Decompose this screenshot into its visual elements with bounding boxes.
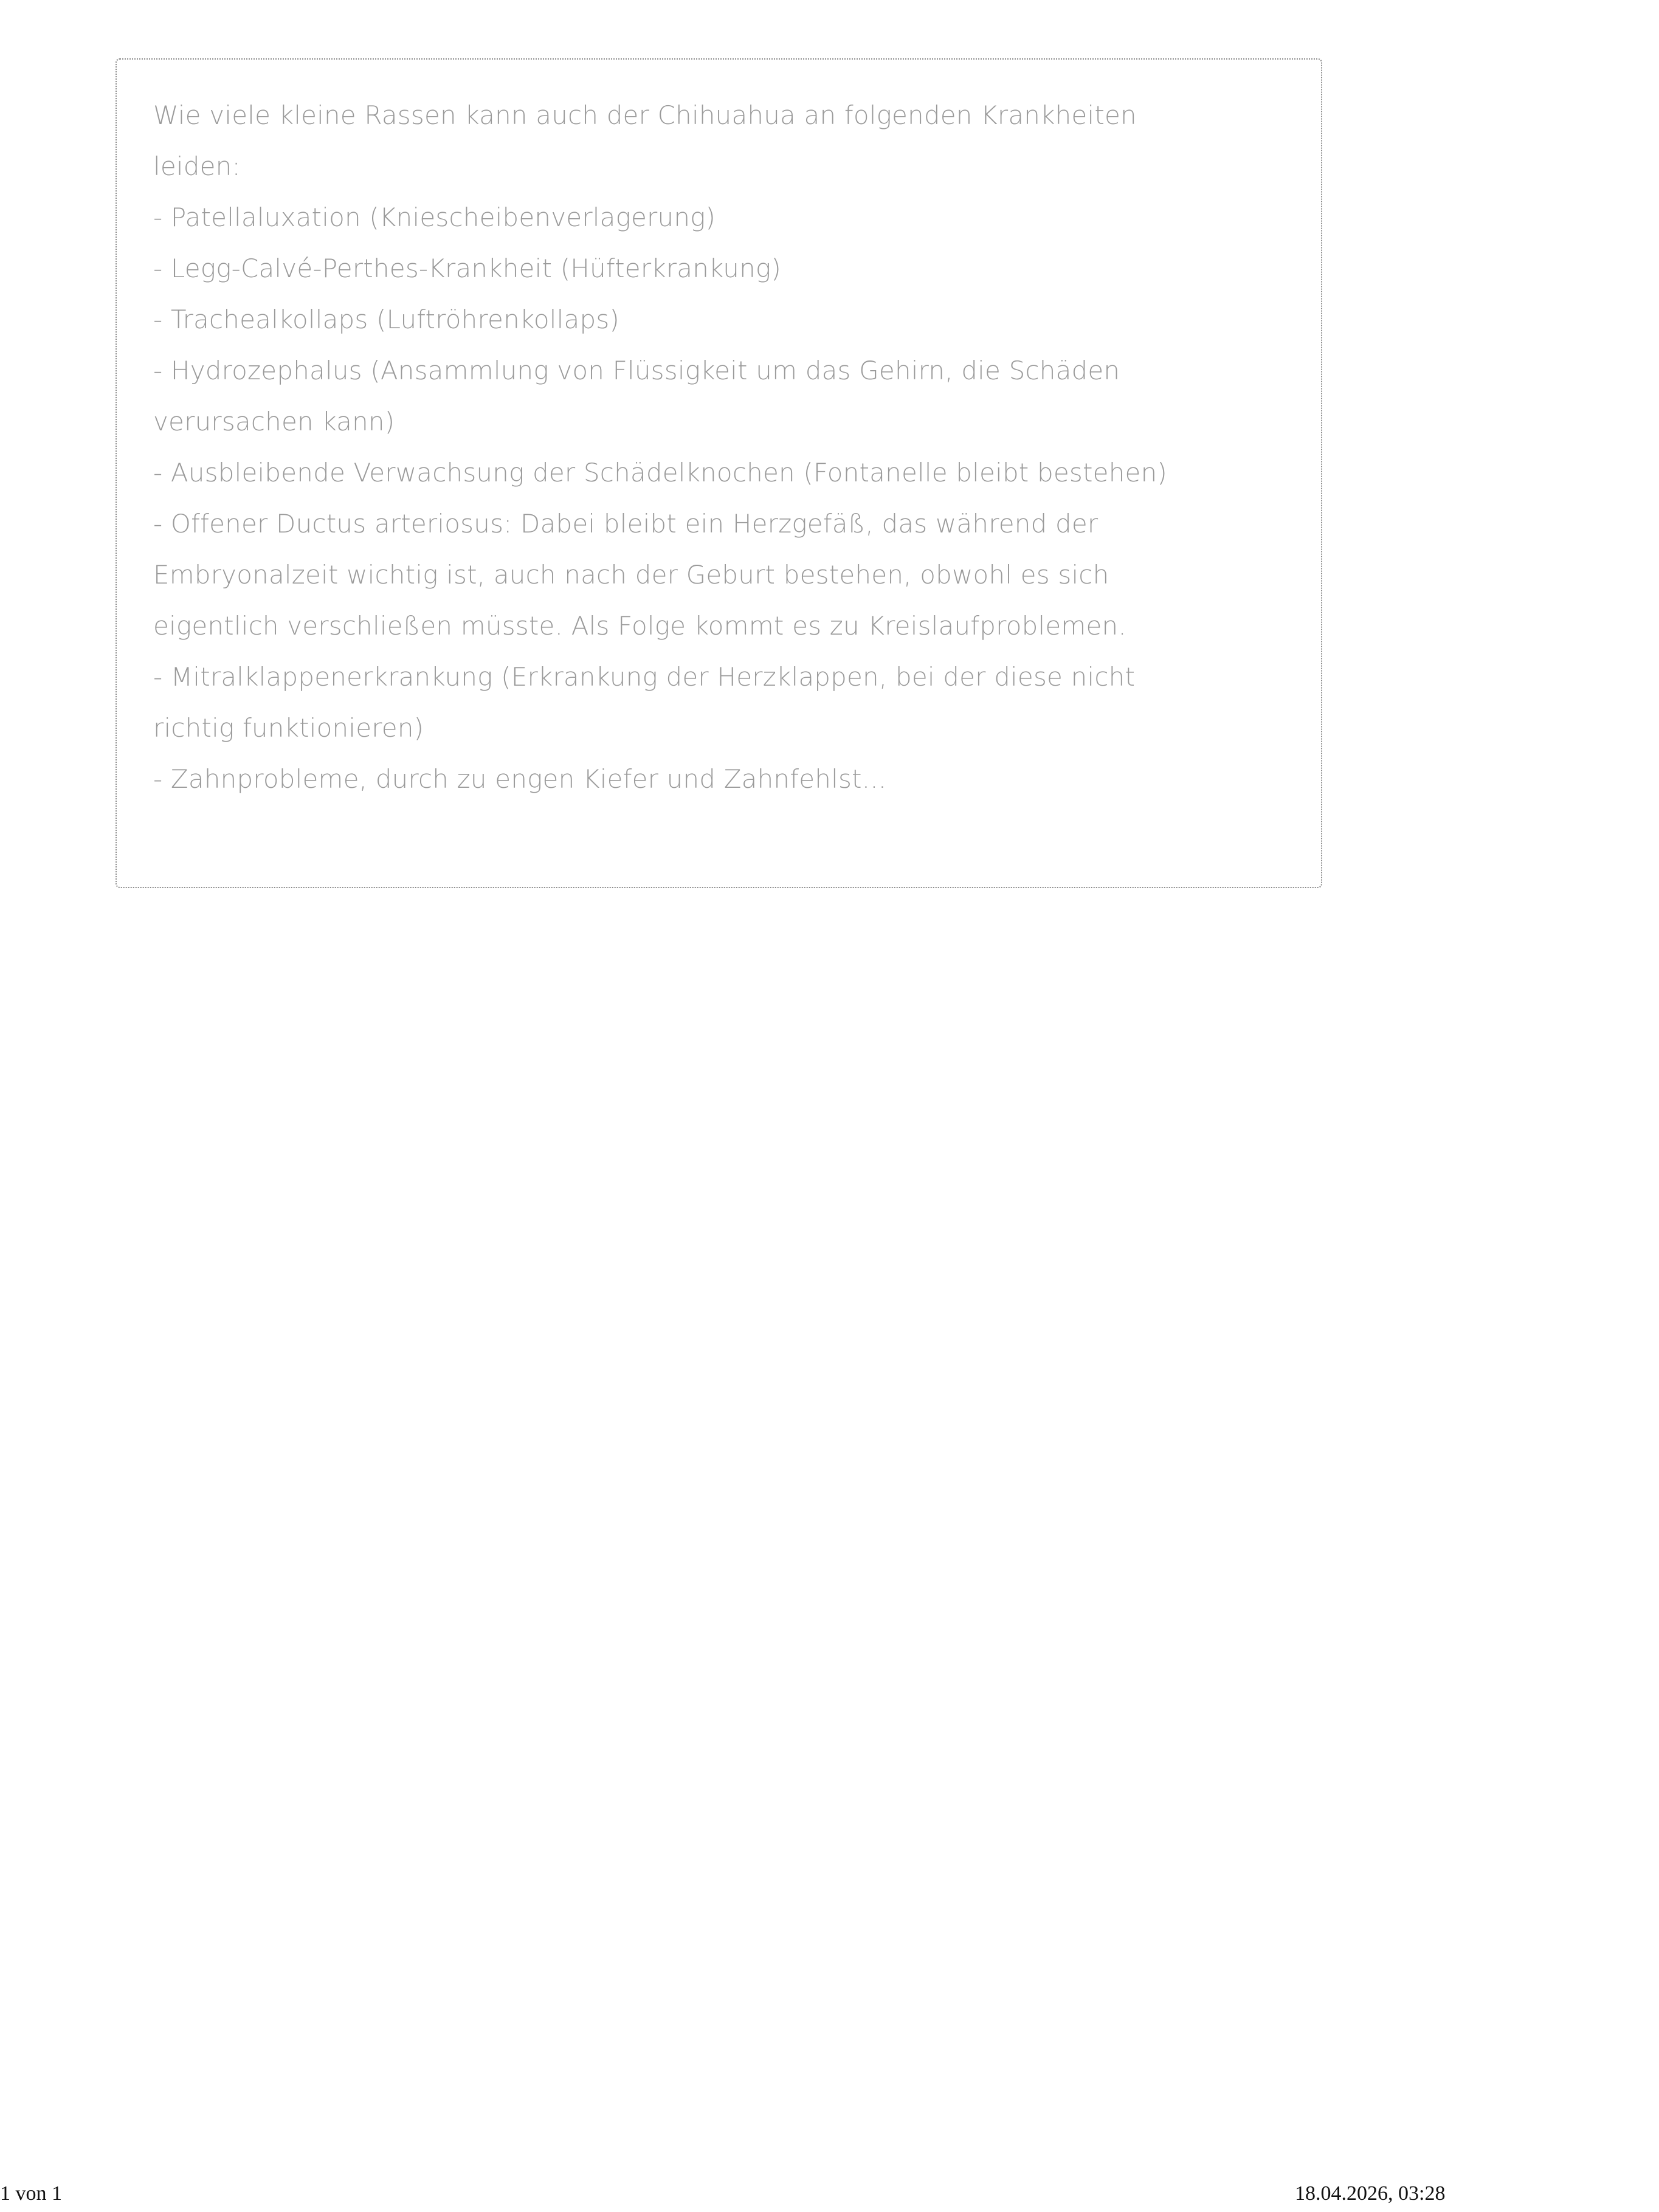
text-content-box — [116, 58, 1322, 888]
text-line: richtig funktionieren) — [153, 713, 424, 743]
text-line: leiden: — [153, 151, 241, 181]
text-line: - Patellaluxation (Kniescheibenverlagerung) — [153, 202, 716, 232]
text-line: - Hydrozephalus (Ansammlung von Flüssigkeit um das Gehirn, die Schäden — [153, 356, 1120, 385]
page-indicator: 1 von 1 — [0, 2182, 62, 2205]
print-datetime: 18.04.2026, 03:28 — [1295, 2182, 1446, 2205]
text-line: Wie viele kleine Rassen kann auch der Chihuahua an folgenden Krankheiten — [153, 100, 1137, 130]
text-line: - Mitralklappenerkrankung (Erkrankung der Herzklappen, bei der diese nicht — [153, 662, 1136, 692]
text-line: - Zahnprobleme, durch zu engen Kiefer und Zahnfehlst... — [153, 764, 887, 794]
text-line: - Legg-Calvé-Perthes-Krankheit (Hüfterkrankung) — [153, 253, 781, 283]
text-line: - Ausbleibende Verwachsung der Schädelknochen (Fontanelle bleibt bestehen) — [153, 458, 1167, 488]
text-line: eigentlich verschließen müsste. Als Folge kommt es zu Kreislaufproblemen. — [153, 611, 1126, 641]
text-line: - Offener Ductus arteriosus: Dabei bleibt ein Herzgefäß, das während der — [153, 509, 1099, 539]
text-line: verursachen kann) — [153, 407, 395, 436]
text-line: - Trachealkollaps (Luftröhrenkollaps) — [153, 305, 620, 334]
text-line: Embryonalzeit wichtig ist, auch nach der Geburt bestehen, obwohl es sich — [153, 560, 1109, 590]
